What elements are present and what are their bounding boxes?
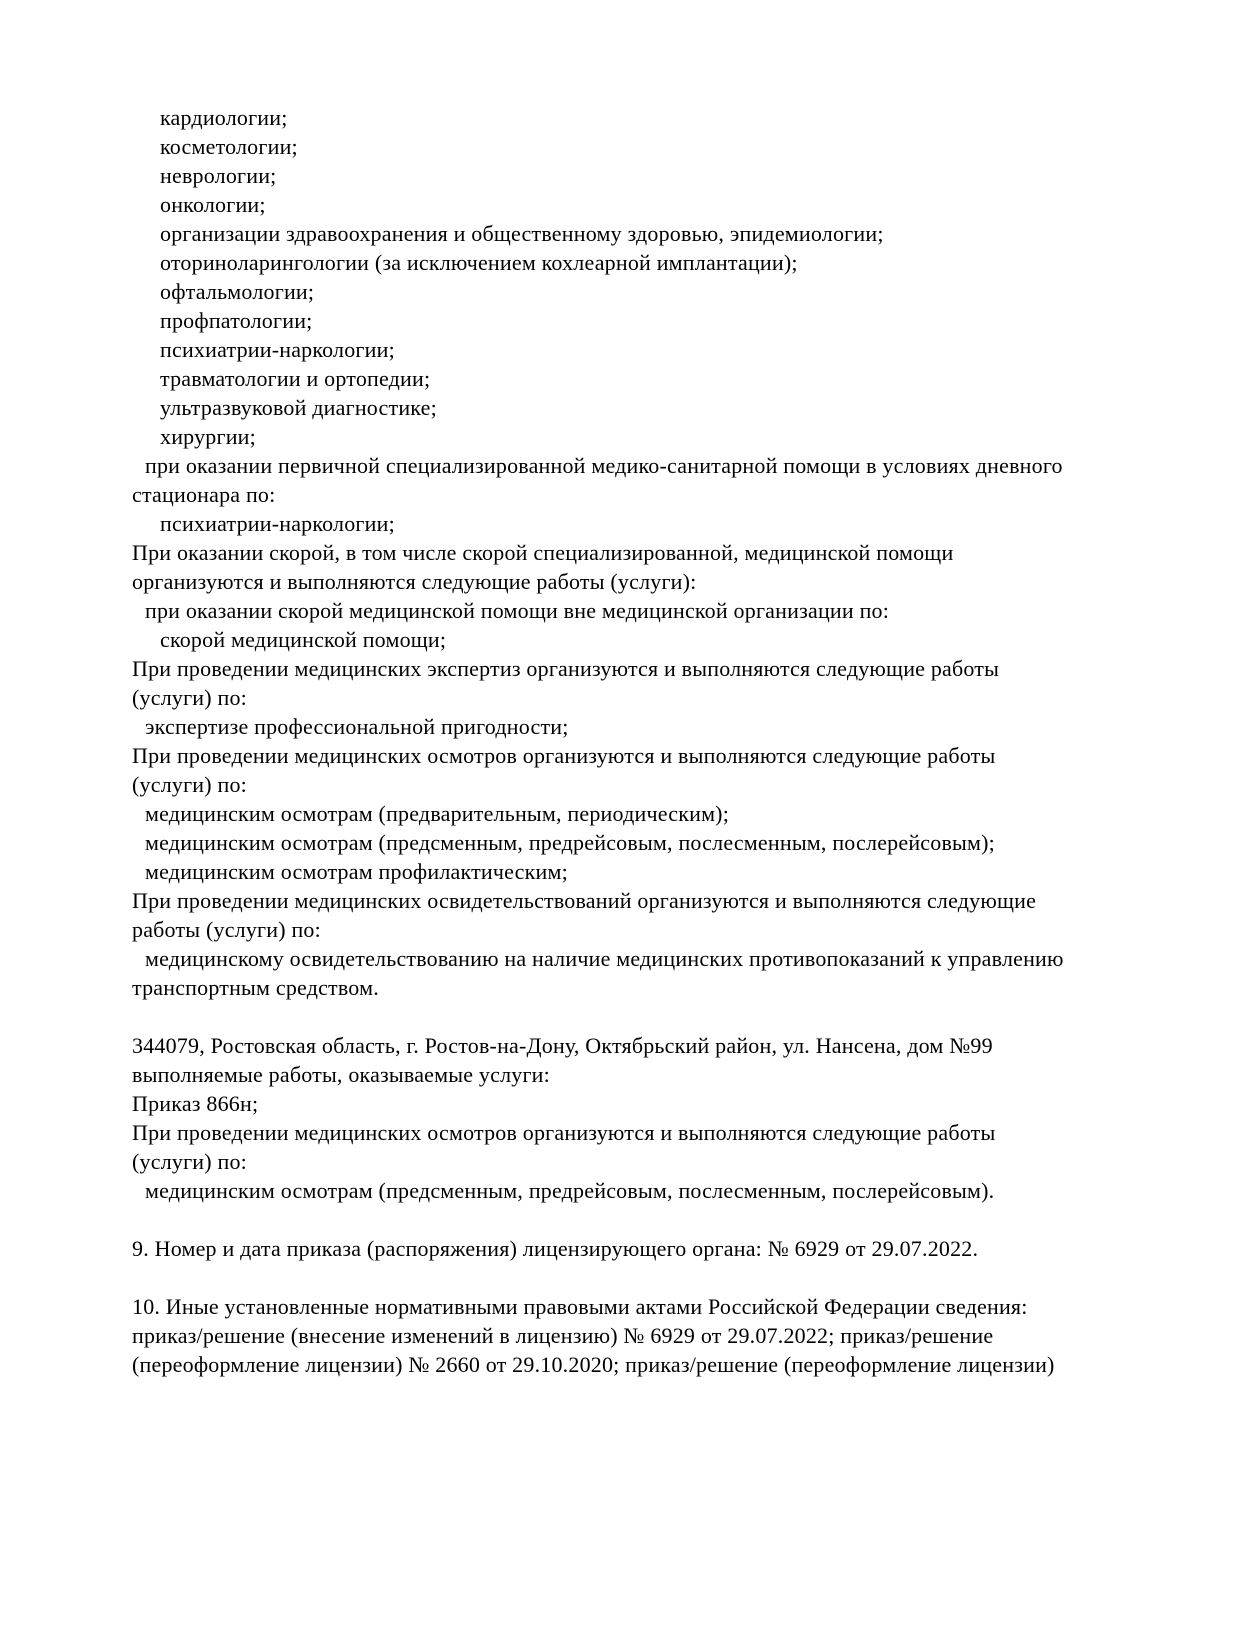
document-line: работы (услуги) по: <box>132 917 321 942</box>
document-line: экспертизе профессиональной пригодности; <box>145 714 569 739</box>
document-line: при оказании первичной специализированной медико-санитарной помощи в условиях дневного <box>145 453 1063 478</box>
document-line: При оказании скорой, в том числе скорой специализированной, медицинской помощи <box>132 540 954 565</box>
document-line: организации здравоохранения и общественному здоровью, эпидемиологии; <box>160 221 884 246</box>
document-line: при оказании скорой медицинской помощи вне медицинской организации по: <box>145 598 890 623</box>
document-line: стационара по: <box>132 482 276 507</box>
document-line: При проведении медицинских экспертиз организуются и выполняются следующие работы <box>132 656 1000 681</box>
document-line: (услуги) по: <box>132 685 247 710</box>
document-line: 9. Номер и дата приказа (распоряжения) лицензирующего органа: № 6929 от 29.07.2022. <box>132 1236 979 1261</box>
document-line: (услуги) по: <box>132 1149 247 1174</box>
document-text-block <box>132 103 1140 1379</box>
document-line: психиатрии-наркологии; <box>160 511 395 536</box>
document-line: психиатрии-наркологии; <box>160 337 395 362</box>
document-line: выполняемые работы, оказываемые услуги: <box>132 1062 550 1087</box>
document-line: приказ/решение (внесение изменений в лицензию) № 6929 от 29.07.2022; приказ/решение <box>132 1323 994 1348</box>
document-line: профпатологии; <box>160 308 313 333</box>
document-line: травматологии и ортопедии; <box>160 366 431 391</box>
document-line: кардиологии; <box>160 105 288 130</box>
document-line: медицинским осмотрам профилактическим; <box>145 859 568 884</box>
document-line: (переоформление лицензии) № 2660 от 29.10.2020; приказ/решение (переоформление лицензии) <box>132 1352 1055 1377</box>
document-line: организуются и выполняются следующие работы (услуги): <box>132 569 697 594</box>
document-line: медицинским осмотрам (предварительным, периодическим); <box>145 801 730 826</box>
document-line: онкологии; <box>160 192 266 217</box>
document-line: хирургии; <box>160 424 256 449</box>
document-line: офтальмологии; <box>160 279 315 304</box>
document-line: ультразвуковой диагностике; <box>160 395 437 420</box>
document-line: 344079, Ростовская область, г. Ростов-на-Дону, Октябрьский район, ул. Нансена, дом №99 <box>132 1033 993 1058</box>
document-line: (услуги) по: <box>132 772 247 797</box>
blank-line <box>132 1263 1140 1292</box>
document-line: косметологии; <box>160 134 298 159</box>
document-line: При проведении медицинских освидетельствований организуются и выполняются следующие <box>132 888 1037 913</box>
document-line: неврологии; <box>160 163 277 188</box>
document-line: медицинскому освидетельствованию на наличие медицинских противопоказаний к управлению <box>145 946 1064 971</box>
document-line: При проведении медицинских осмотров организуются и выполняются следующие работы <box>132 743 996 768</box>
document-line: медицинским осмотрам (предсменным, предрейсовым, послесменным, послерейсовым). <box>145 1178 995 1203</box>
document-line: оториноларингологии (за исключением кохлеарной имплантации); <box>160 250 798 275</box>
document-line: скорой медицинской помощи; <box>160 627 447 652</box>
document-line: медицинским осмотрам (предсменным, предрейсовым, послесменным, послерейсовым); <box>145 830 995 855</box>
document-line: транспортным средством. <box>132 975 379 1000</box>
document-line: Приказ 866н; <box>132 1091 259 1116</box>
document-line: 10. Иные установленные нормативными правовыми актами Российской Федерации сведения: <box>132 1294 1028 1319</box>
blank-line <box>132 1205 1140 1234</box>
blank-line <box>132 1002 1140 1031</box>
document-line: При проведении медицинских осмотров организуются и выполняются следующие работы <box>132 1120 996 1145</box>
